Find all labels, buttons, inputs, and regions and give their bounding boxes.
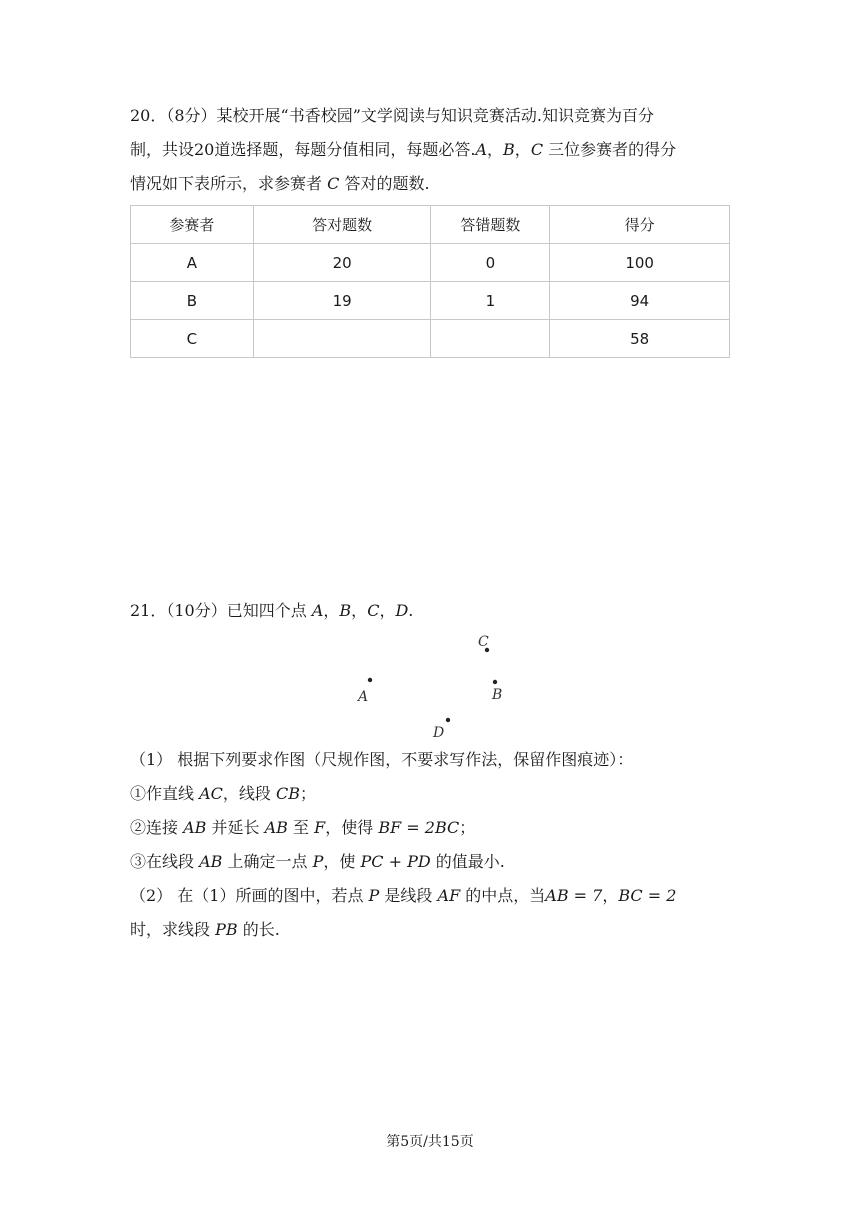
table-cell: 58 xyxy=(550,320,730,358)
table-cell: 1 xyxy=(431,282,550,320)
points-diagram xyxy=(330,625,540,745)
point-a-label: A xyxy=(358,689,369,705)
table-cell xyxy=(431,320,550,358)
q20-line-1: 20．（8分）某校开展“书香校园”文学阅读与知识竞赛活动.知识竞赛为百分 xyxy=(130,106,654,125)
point-d-dot xyxy=(446,718,450,722)
table-cell: 20 xyxy=(253,244,431,282)
table-cell xyxy=(253,320,431,358)
table-cell: 94 xyxy=(550,282,730,320)
point-b-dot xyxy=(493,680,497,684)
point-b-label: B xyxy=(492,687,503,703)
table-cell: 19 xyxy=(253,282,431,320)
question-21-body xyxy=(130,743,730,947)
q21-part1: （1） 根据下列要求作图（尺规作图，不要求写作法，保留作图痕迹）： xyxy=(130,750,634,769)
table-cell: B xyxy=(131,282,254,320)
point-a-dot xyxy=(368,678,372,682)
header-score: 得分 xyxy=(550,206,730,244)
header-correct: 答对题数 xyxy=(253,206,431,244)
q20-line-3: 情况如下表所示，求参赛者 C 答对的题数. xyxy=(130,174,430,193)
points-figure xyxy=(330,625,540,745)
q21-part2-line2: 时，求线段 PB 的长. xyxy=(130,920,280,939)
table-row xyxy=(131,320,730,358)
header-participant: 参赛者 xyxy=(131,206,254,244)
table-row xyxy=(131,244,730,282)
q20-line-2: 制，共设20道选择题，每题分值相同，每题必答.A，B，C 三位参赛者的得分 xyxy=(130,140,677,159)
table-row xyxy=(131,282,730,320)
page-footer: 第5页/共15页 xyxy=(386,1134,474,1150)
q21-step2: ②连接 AB 并延长 AB 至 F，使得 BF = 2BC； xyxy=(130,818,476,837)
q21-part2: （2） 在（1）所画的图中，若点 P 是线段 AF 的中点，当AB = 7，BC = 2 xyxy=(130,886,677,905)
score-table xyxy=(130,205,730,358)
table-header-row xyxy=(131,206,730,244)
table-cell: A xyxy=(131,244,254,282)
table-cell: 100 xyxy=(550,244,730,282)
table-cell: 0 xyxy=(431,244,550,282)
point-c-label: C xyxy=(478,634,489,650)
question-21-intro: 21．（10分）已知四个点 A，B，C，D. xyxy=(130,601,414,620)
point-d-label: D xyxy=(433,725,445,741)
q21-step3: ③在线段 AB 上确定一点 P，使 PC + PD 的值最小. xyxy=(130,852,505,871)
table-cell: C xyxy=(131,320,254,358)
question-20 xyxy=(130,99,730,201)
header-wrong: 答错题数 xyxy=(431,206,550,244)
q21-step1: ①作直线 AC，线段 CB； xyxy=(130,784,317,803)
